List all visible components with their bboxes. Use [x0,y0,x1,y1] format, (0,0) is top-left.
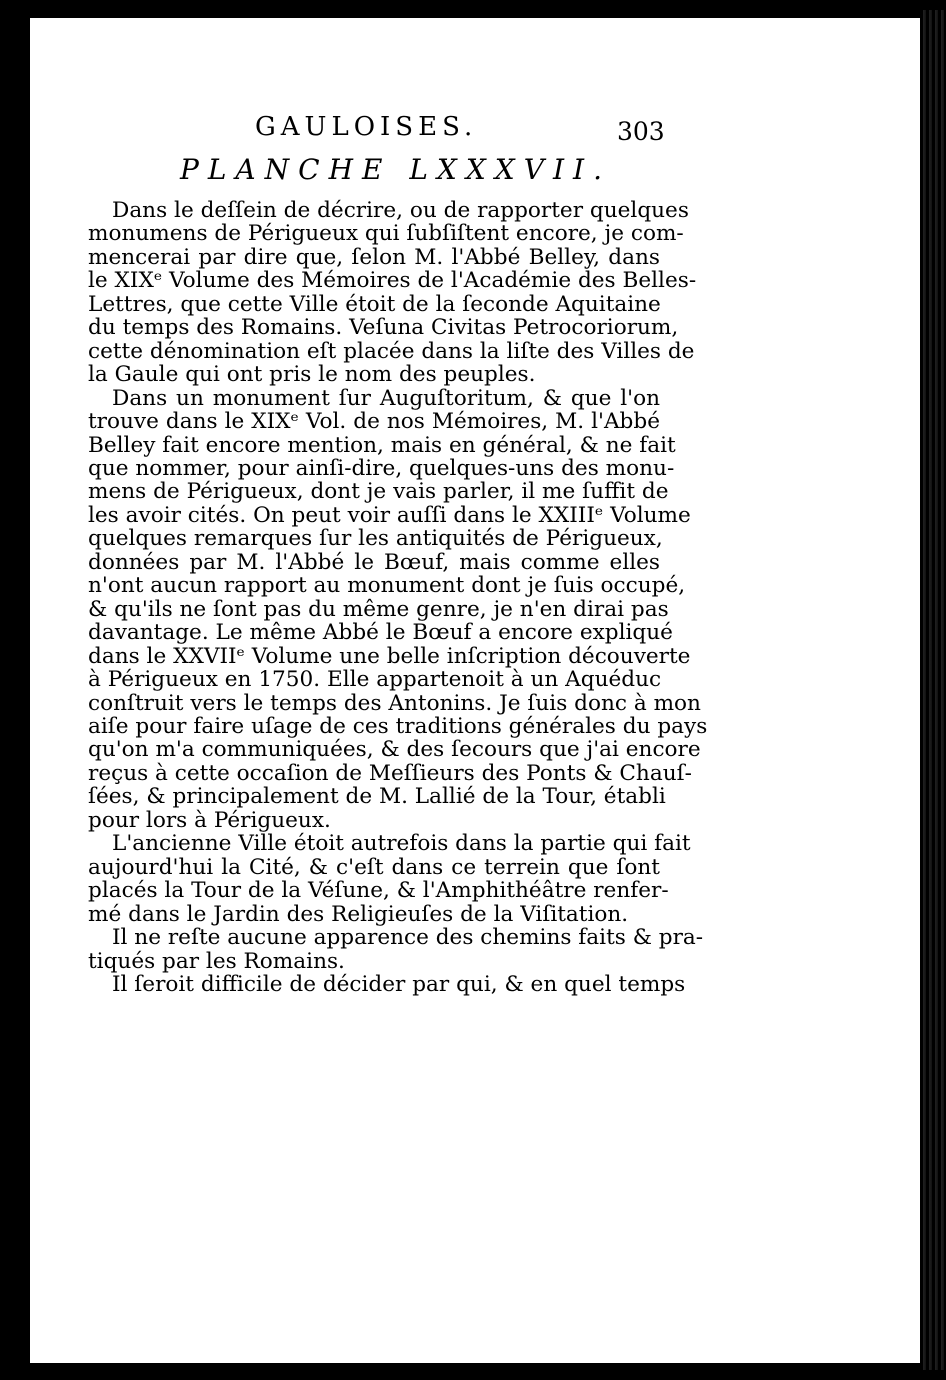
paragraph [88,831,691,927]
text-line: mens de Périgueux, dont je vais parler, il me ſuffit de [88,479,669,505]
text-line: tiqués par les Romains. [88,948,345,974]
text-line: & qu'ils ne ſont pas du même genre, je n'en dirai pas [88,596,669,622]
text-line: trouve dans le XIXᵉ Vol. de nos Mémoires, M. l'Abbé [88,409,660,435]
text-line: n'ont aucun rapport au monument dont je ſuis occupé, [88,573,686,599]
paragraph [88,925,704,974]
text-line: aiſe pour faire uſage de ces traditions générales du pays [88,713,708,739]
text-line: la Gaule qui ont pris le nom des peuples. [88,362,536,388]
body-text [88,198,708,997]
paragraph [88,198,697,388]
text-line: Il ne reſte aucune apparence des chemins faits & pra- [112,925,704,951]
text-line: du temps des Romains. Veſuna Civitas Petrocoriorum, [88,315,679,341]
text-line: Dans le deſſein de décrire, ou de rapporter quelques [112,198,689,223]
text-line: reçus à cette occaſion de Meſſieurs des Ponts & Chauſ- [88,760,692,786]
text-line: quelques remarques ſur les antiquités de Périgueux, [88,526,663,552]
text-line: qu'on m'a communiquées, & des ſecours que j'ai encore [88,737,701,763]
text-line: mencerai par dire que, ſelon M. l'Abbé Belley, dans [88,244,660,270]
text-line: Dans un monument ſur Auguſtoritum, & que l'on [112,385,660,411]
text-line: monumens de Périgueux qui ſubſiſtent encore, je com- [88,221,684,247]
plate-title: PLANCHE LXXXVII. [180,153,611,186]
page-number: 303 [617,117,665,146]
text-line: davantage. Le même Abbé le Bœuf a encore expliqué [88,620,673,646]
text-line: conſtruit vers le temps des Antonins. Je ſuis donc à mon [88,690,701,716]
text-line: aujourd'hui la Cité, & c'eſt dans ce terrein que ſont [88,854,660,880]
text-line: Belley fait encore mention, mais en général, & ne fait [88,432,676,458]
running-head: GAULOISES. [255,112,478,142]
text-line: le XIXᵉ Volume des Mémoires de l'Académie des Belles- [88,268,697,294]
text-line: ſées, & principalement de M. Lallié de la Tour, établi [88,784,666,810]
text-line: dans le XXVIIᵉ Volume une belle inſcription découverte [88,643,691,669]
text-line: pour lors à Périgueux. [88,807,331,833]
page-edge-shadow [920,10,946,1370]
text-line: Lettres, que cette Ville étoit de la ſeconde Aquitaine [88,291,661,317]
paragraph [88,385,708,833]
paragraph [88,971,686,997]
text-line: à Périgueux en 1750. Elle appartenoit à un Aquéduc [88,667,662,693]
text-line: placés la Tour de la Véſune, & l'Amphithéâtre renfer- [88,878,669,904]
text-line: mé dans le Jardin des Religieuſes de la Viſitation. [88,901,629,927]
text-line: données par M. l'Abbé le Bœuf, mais comme elles [88,549,660,575]
text-line: que nommer, pour ainſi-dire, quelques-uns des monu- [88,455,675,481]
text-line: cette dénomination eſt placée dans la liſte des Villes de [88,338,695,364]
text-line: les avoir cités. On peut voir auſſi dans le XXIIIᵉ Volume [88,502,691,528]
text-line: L'ancienne Ville étoit autrefois dans la partie qui fait [112,831,691,857]
text-line: Il ſeroit difficile de décider par qui, & en quel temps [112,971,686,997]
